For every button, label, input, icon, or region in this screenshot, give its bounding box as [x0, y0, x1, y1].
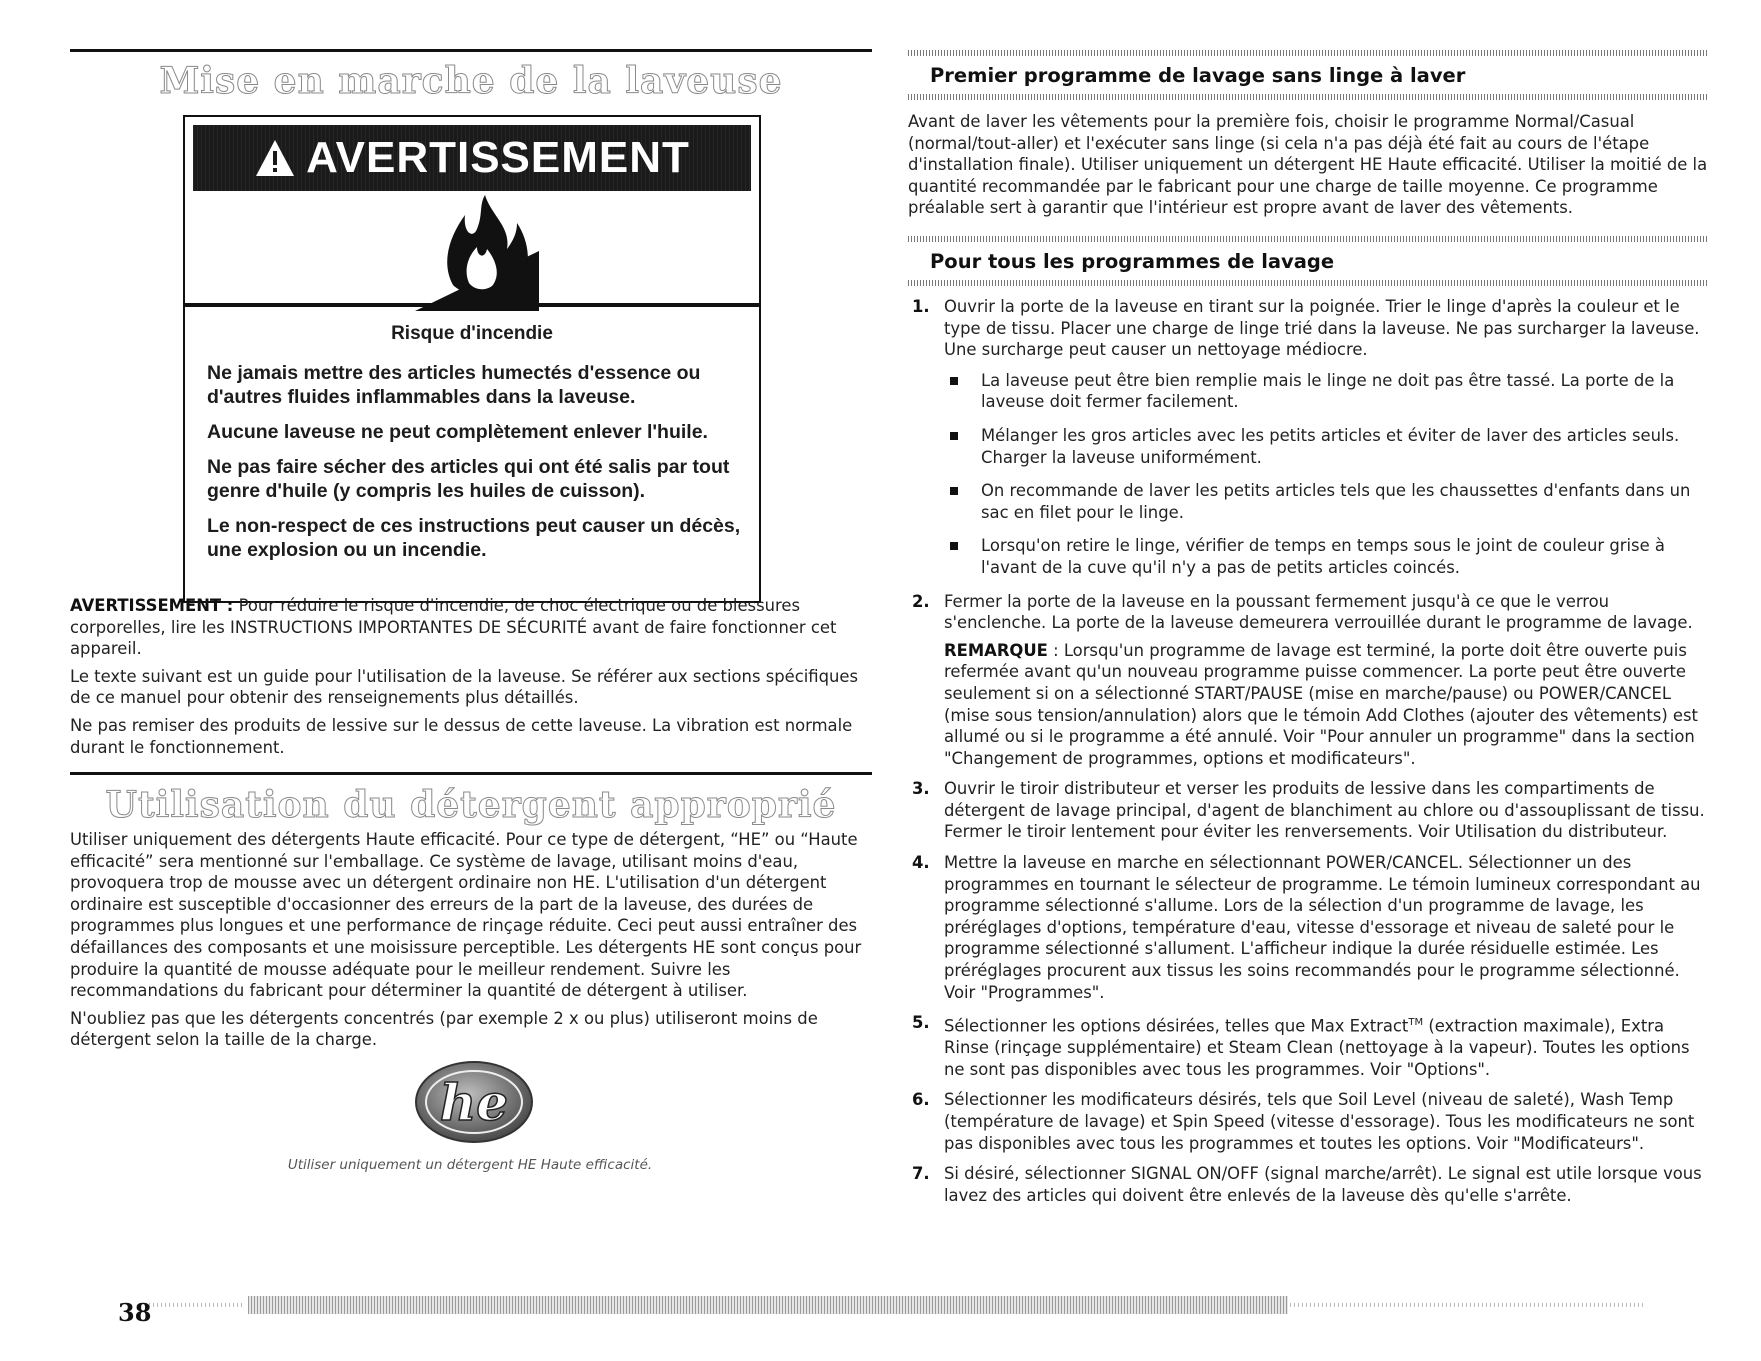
stripe-rule — [908, 236, 1708, 242]
trademark-mark: TM — [1408, 1017, 1424, 1029]
concentrated-paragraph: N'oubliez pas que les détergents concentrés (par exemple 2 x ou plus) utiliseront moins de détergent selon la taille de la charge. — [70, 1008, 818, 1050]
bullet-text: On recommande de laver les petits articles tels que les chaussettes d'enfants dans un sac en filet pour le linge. — [981, 481, 1691, 522]
stripe-rule — [908, 280, 1708, 286]
step-text: Sélectionner les options désirées, telles que Max Extract — [944, 1016, 1409, 1036]
detergent-paragraph: Utiliser uniquement des détergents Haute efficacité. Pour ce type de détergent, “HE” ou “Haute efficacité” sera mentionné sur l'emballage. Ce système de lavage, utilisant moins d'eau, provoquera trop de mousse avec un détergent ordinaire non HE. L'utilisation d'un détergent ordinaire est susceptible d'occasionner des erreurs de la part de la laveuse, des durées de programmes plus longues et une performance de rinçage réduite. Ceci peut aussi entraîner des défaillances des composants et une moisissure perceptible. Les détergents HE sont conçus pour produire la quantité de mousse adéquate pour le meilleur rendement. Suivre les recommandations du fabricant pour déterminer la quantité de détergent à utiliser. — [70, 830, 862, 1001]
middle-rule — [70, 772, 872, 775]
steps-list — [908, 296, 1708, 1215]
square-bullet-icon — [950, 542, 958, 550]
step-number: 7. — [912, 1164, 930, 1184]
he-caption: Utiliser uniquement un détergent HE Haute efficacité. — [287, 1157, 653, 1173]
step-number: 5. — [912, 1013, 930, 1033]
bullet-text: La laveuse peut être bien remplie mais le linge ne doit pas être tassé. La porte de la laveuse doit fermer facilement. — [981, 370, 1675, 412]
fire-icon — [413, 193, 541, 313]
risk-title: Risque d'incendie — [391, 323, 553, 344]
step-item — [908, 1012, 1708, 1080]
footer-dots — [1290, 1303, 1645, 1307]
footer-bar — [248, 1296, 1288, 1314]
step-item — [908, 296, 1708, 579]
stripe-rule — [908, 94, 1708, 100]
note-paragraph — [944, 640, 1708, 770]
bullet-list — [944, 370, 1708, 579]
warning-divider — [185, 303, 759, 307]
warning-header — [193, 125, 751, 191]
he-logo-icon — [412, 1058, 536, 1146]
square-bullet-icon — [950, 432, 958, 440]
step-number: 1. — [912, 297, 930, 316]
section-title-detergent: Utilisation du détergent approprié — [105, 784, 837, 826]
avertissement-label: AVERTISSEMENT : — [70, 596, 234, 615]
step-item — [908, 1089, 1708, 1154]
step-text: Mettre la laveuse en marche en sélectionnant POWER/CANCEL. Sélectionner un des programmes en tournant le sélecteur de programme. Le témoin lumineux correspondant au programme sélectionné s'allume. Lors de la sélection d'un programme de lavage, les préréglages d'options, température d'eau, vitesse d'essorage et niveau de saleté pour le programme sélectionné s'allument. L'afficheur indique la durée résiduelle estimée. Les préréglages procurent aux tissus les soins recommandés pour le programme sélectionné. Voir "Programmes". — [944, 853, 1701, 1002]
bullet-text: Mélanger les gros articles avec les petits articles et éviter de laver des articles seuls. Charger la laveuse uniformément. — [981, 425, 1680, 467]
warning-body — [197, 323, 747, 573]
step-text-cont: (extraction maximale), Extra Rinse (rinçage supplémentaire) et Steam Clean (nettoyage à la vapeur). Toutes les options ne sont pas disponibles avec tous les programmes. Voir "Options". — [944, 1016, 1690, 1079]
footer-dots — [145, 1303, 245, 1307]
step-text: Si désiré, sélectionner SIGNAL ON/OFF (signal marche/arrêt). Le signal est utile lorsque vous lavez des articles qui doivent être enlevés de la laveuse dès qu'elle s'arrête. — [944, 1164, 1702, 1205]
step-text: Ouvrir la porte de la laveuse en tirant sur la poignée. Trier le linge d'après la couleur et le type de tissu. Placer une charge de linge trié dans la laveuse. Ne pas surcharger la laveuse. Une surcharge peut causer un nettoyage médiocre. — [944, 297, 1700, 360]
step-item — [908, 778, 1708, 843]
step-item — [908, 1163, 1708, 1206]
page-number: 38 — [118, 1298, 152, 1327]
warning-line: Ne jamais mettre des articles humectés d'essence ou d'autres fluides inflammables dans la laveuse. — [207, 362, 701, 408]
first-program-text: Avant de laver les vêtements pour la première fois, choisir le programme Normal/Casual (normal/tout-aller) et l'exécuter sans linge (si cela n'a pas déjà été fait au cours de l'étape d'installation finale). Utiliser uniquement un détergent HE Haute efficacité. Utiliser la moitié de la quantité recommandée par le fabricant pour une charge de taille moyenne. Ce programme préalable sert à garantir que l'intérieur est propre avant de laver des vêtements. — [908, 112, 1708, 218]
stripe-rule — [908, 50, 1708, 56]
bullet-text: Lorsqu'on retire le linge, vérifier de temps en temps sous le joint de couleur grise à l'avant de la cuve qu'il n'y a pas de petits articles coincés. — [981, 536, 1665, 577]
warning-label: AVERTISSEMENT — [306, 133, 690, 182]
section-title-all-programs: Pour tous les programmes de lavage — [930, 250, 1335, 273]
warning-line: Ne pas faire sécher des articles qui ont été salis par tout genre d'huile (y compris les huiles de cuisson). — [207, 456, 730, 502]
note-text: : Lorsqu'un programme de lavage est terminé, la porte doit être ouverte puis refermée avant qu'un nouveau programme puisse commencer. La porte peut être ouverte seulement si on a sélectionné START/PAUSE (mise en marche/pause) ou POWER/CANCEL (mise sous tension/annulation) alors que le témoin Add Clothes (ajouter des vêtements) est allumé ou si le programme a été annulé. Voir "Pour annuler un programme" dans la section "Changement de programmes, options et modificateurs". — [944, 640, 1698, 768]
safety-text: Pour réduire le risque d'incendie, de choc électrique ou de blessures corporelles, lire les INSTRUCTIONS IMPORTANTES DE SÉCURITÉ avant de faire fonctionner cet appareil. — [70, 596, 837, 659]
step-item — [908, 591, 1708, 770]
step-item — [908, 852, 1708, 1003]
step-number: 4. — [912, 853, 930, 873]
warning-line: Le non-respect de ces instructions peut causer un décès, une explosion ou un incendie. — [207, 515, 741, 561]
note-label: REMARQUE — [944, 640, 1048, 660]
step-number: 6. — [912, 1090, 930, 1110]
square-bullet-icon — [950, 487, 958, 495]
top-rule — [70, 49, 872, 52]
bullet-item — [944, 480, 1708, 523]
warning-box — [183, 115, 761, 603]
warning-triangle-icon — [254, 138, 296, 178]
square-bullet-icon — [950, 377, 958, 385]
detergent-text — [70, 829, 870, 1057]
step-number: 3. — [912, 779, 930, 799]
bullet-item — [944, 425, 1708, 468]
storage-paragraph: Ne pas remiser des produits de lessive sur le dessus de cette laveuse. La vibration est normale durant le fonctionnement. — [70, 715, 853, 757]
step-number: 2. — [912, 591, 930, 611]
he-logo-text: he — [439, 1073, 509, 1132]
bullet-item — [944, 535, 1708, 578]
warning-line: Aucune laveuse ne peut complètement enlever l'huile. — [207, 421, 708, 443]
guide-paragraph: Le texte suivant est un guide pour l'utilisation de la laveuse. Se référer aux sections spécifiques de ce manuel pour obtenir des renseignements plus détaillés. — [70, 666, 859, 708]
bullet-item — [944, 370, 1708, 413]
step-text: Sélectionner les modificateurs désirés, tels que Soil Level (niveau de saleté), Wash Temp (température de lavage) et Spin Speed (vitesse d'essorage). Tous les modificateurs ne sont pas disponibles avec tous les programmes et toutes les options. Voir "Modificateurs". — [944, 1090, 1695, 1153]
section-title-start-washer: Mise en marche de la laveuse — [159, 60, 783, 102]
safety-paragraph — [70, 595, 870, 660]
step-text: Fermer la porte de la laveuse en la poussant fermement jusqu'à ce que le verrou s'enclenche. La porte de la laveuse demeurera verrouillée durant le programme de lavage. — [944, 591, 1693, 633]
step-text: Ouvrir le tiroir distributeur et verser les produits de lessive dans les compartiments de détergent de lavage principal, d'agent de blanchiment au chlore ou d'assouplissant de tissu. Fermer le tiroir lentement pour éviter les renversements. Voir Utilisation du distributeur. — [944, 779, 1705, 842]
section-title-first-program: Premier programme de lavage sans linge à laver — [930, 64, 1466, 87]
intro-text — [70, 595, 870, 764]
